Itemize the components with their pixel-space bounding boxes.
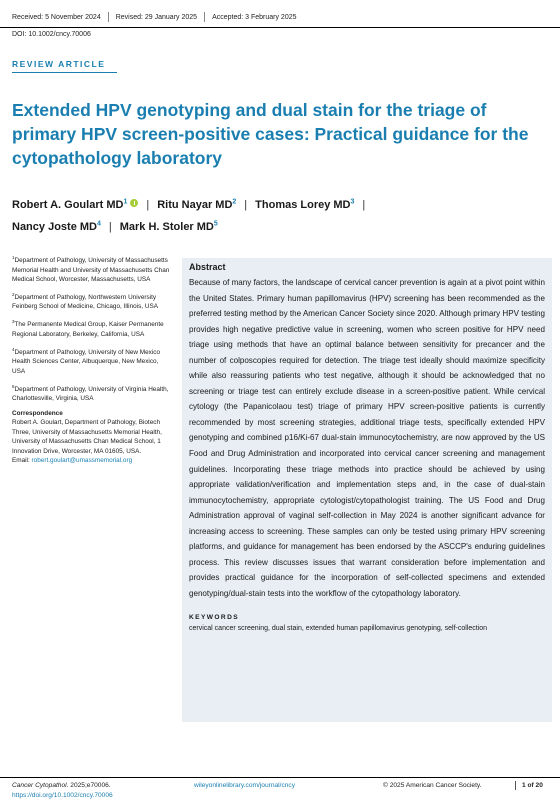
author[interactable]: Ritu Nayar $MD^2$ [157,198,237,211]
author-separator: | [108,221,112,234]
author[interactable]: Thomas Lorey $MD^3$ [255,198,355,211]
affiliation: $^4$Department of Pathology, University of New Mexico Health Sciences Center, Albuquerque, New Mexico, USA [12,346,161,375]
author-separator: | [362,198,366,211]
abstract-box [182,258,552,722]
copyright: © 2025 American Cancer Society. [383,782,482,789]
affiliation: $^2$Department of Pathology, Northwestern University Feinberg School of Medicine, Chicago, Illinois, USA [12,291,158,311]
affiliation: $^5$Department of Pathology, University of Virginia Health, Charlottesville, Virginia, USA [12,383,169,403]
accepted-date: Accepted: 3 February 2025 [212,13,297,21]
author[interactable]: Mark H. Stoler $MD^5$ [119,220,218,234]
correspondence-address: Robert A. Goulart, Department of Pathology, Biotech Three, University of Massachusetts Memorial Health, University of Massachusetts Chan Medical School, 1 Innovation Drive, Worcester, MA 01605, USA. [12,419,162,455]
article-dates [12,12,297,22]
author[interactable]: Nancy Joste $MD^4$ [12,220,101,234]
divider [204,12,205,22]
orcid-icon[interactable] [130,199,138,207]
abstract-heading: Abstract [189,262,226,272]
footer-rule [0,777,560,778]
author-separator: | [146,198,150,211]
footer-citation: Cancer Cytopathol. 2025;e70006. https://doi.org/10.1002/cncy.70006 [12,782,113,799]
received-date: Received: 5 November 2024 [12,13,101,21]
article-title: Extended HPV genotyping and dual stain for the triage of primary HPV screen-positive cases: Practical guidance for the cytopathology laboratory [12,100,529,168]
header-rule [0,27,560,28]
keywords: cervical cancer screening, dual stain, extended human papillomavirus genotyping, self-collection [189,625,488,633]
abstract-text: Because of many factors, the landscape of cervical cancer prevention is again at a pivot point within the United States. Primary human papillomavirus (HPV) screening has been recommended as the preferred testing method by the American Cancer Society since 2020. Although primary HPV testing provides high negative predictive value in screening, women who screen positive for HPV need triage using methods that have an optimal balance between sensitivity for precancer and the number of colposcopies required for detection. The triage test ideally should maximize specificity while also reassuring patients who test negative, although it should be acknowledged that no screening or triage test can entirely exclude disease in a screen-positive patient. While cervical cytology (the Papanicolaou test) triage of primary HPV screen-positive patients is currently recommended by most screening strategies, additional triage tests, specifically extended HPV genotyping and combined p16/Ki-67 dual-stain immunocytochemistry, are now approved by the US Food and Drug Administration and incorporated into cervical cancer screening and management guidelines. Incorporating these triage methods into practice should be achieved by using appropriate validation/verification and implementation steps and, in the case of dual-stain immunocytochemistry, appropriate cytologist/cytopathologist training. The US Food and Drug Administration approval of vaginal self-collection in May 2024 is another significant advance for increasing access to screening. These samples can only be tested using primary HPV screening platforms, and guidance for management has been endorsed by the ASCCP's enduring guidelines process. This review discusses issues that warrant consideration before implementation and provides practical guidance for the incorporation of self-collected specimens and extended genotyping/dual-stain tests into the workflow of the cytopathology laboratory. [189,278,545,598]
keywords-heading: KEYWORDS [189,614,240,622]
divider [108,12,109,22]
footer-doi-link[interactable]: https://doi.org/10.1002/cncy.70006 [12,792,113,799]
revised-date: Revised: 29 January 2025 [115,13,198,21]
footer-divider [515,781,516,790]
doi: DOI: 10.1002/cncy.70006 [12,31,91,38]
author-list [12,192,552,237]
affiliation: $^1$Department of Pathology, University of Massachusetts Memorial Health and University of Massachusetts Chan Medical School, Worcester, Massachusetts, USA [12,255,170,283]
email-link[interactable]: robert.goulart@umassmemorial.org [31,457,133,465]
correspondence-email-line: Email: robert.goulart@umassmemorial.org [12,457,133,465]
affiliations [12,253,172,465]
article-type-rule [12,72,117,73]
correspondence-heading: Correspondence [12,410,63,417]
journal-name: Cancer Cytopathol. [12,782,69,789]
affiliation: $^3$The Permanente Medical Group, Kaiser Permanente Regional Laboratory, Berkeley, California, USA [12,319,164,338]
journal-site-link[interactable]: wileyonlinelibrary.com/journal/cncy [194,782,296,789]
author[interactable]: Robert A. Goulart $MD^1$ [12,198,128,211]
page-number: 1 of 20 [522,782,543,789]
author-separator: | [244,198,248,211]
article-type: REVIEW ARTICLE [12,59,106,69]
